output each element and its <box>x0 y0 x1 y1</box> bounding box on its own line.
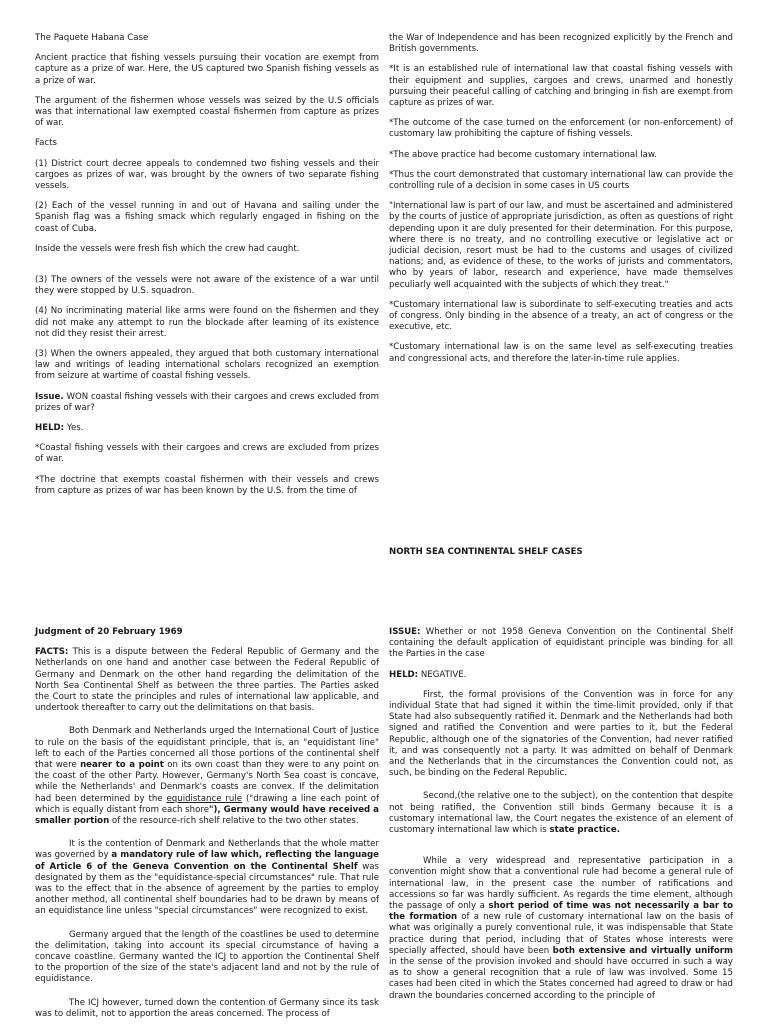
north-sea-right-column <box>389 627 733 1011</box>
issue-paragraph <box>389 627 733 661</box>
case-title: The Paquete Habana Case <box>35 33 149 43</box>
held-label: HELD: <box>389 669 419 680</box>
second-reason-paragraph <box>389 791 733 836</box>
intro-paragraph-2: The argument of the fishermen whose vessels was seized by the U.S officials was that international law exempted coastal fishermen from capture as prizes of war. <box>35 95 379 129</box>
mandatory-rule-text: a mandatory rule of law which, reflecting the language of Article 6 of the Geneva Convention on the Continental Shelf <box>35 850 379 872</box>
equidistant-text-a: Both Denmark and Netherlands urged the International Court of Justice to rule on the basis of the equidistant principle, that is, an "equidistant line" left to each of the Parties concerned all those portions of the continental shelf that were <box>35 726 379 771</box>
ruling-point-5: *Customary international law is subordinate to self-executing treaties and acts of congress. Only binding in the absence of a treaty, an act of congress or the executive, etc. <box>389 299 733 333</box>
short-period-text: short period of time was not necessarily a bar to the formation <box>389 901 733 923</box>
continuation-paragraph: the War of Independence and has been recognized explicitly by the French and British governments. <box>389 33 733 55</box>
participation-text-e: in the sense of the provision invoked and should have occurred in such a way as to show a general recognition that a rule of law was involved. Some 15 cases had been cited in which the States concerned had agreed to draw or had drawn the boundaries concerned according to the principle of <box>389 957 733 1001</box>
paquete-habana-right-column <box>389 33 733 374</box>
ruling-point-2: *The outcome of the case turned on the enforcement (or non-enforcement) of customary law prohibiting the capture of fishing vessels. <box>389 118 733 140</box>
ruling-point-6: *Customary international law is on the same level as self-executing treaties and congressional acts, and therefore the later-in-time rule applies. <box>389 342 733 364</box>
equidistant-text-g: of the resource-rich shelf relative to the two other states. <box>109 816 359 827</box>
second-reason-text: Second,(the relative one to the subject), on the contention that despite not being ratified, the Convention still binds Germany because it is a customary international law, the Court negates the existence of an element of customary international law which is <box>389 791 733 836</box>
held-point-1: *Coastal fishing vessels with their cargoes and crews are excluded from prizes of war. <box>35 443 379 465</box>
equidistant-paragraph <box>35 726 379 827</box>
participation-paragraph <box>389 856 733 1002</box>
issue-paragraph <box>35 392 379 414</box>
extensive-uniform-text: both extensive and virtually uniform <box>552 945 733 956</box>
court-quote: "International law is part of our law, and must be ascertained and administered by the courts of justice of appropriate jurisdiction, as often as questions of right depending upon it are duly presented for their determination. For this purpose, where there is no treaty, and no controlling executive or legislative act or judicial decision, resort must be had to the customs and usages of civilized nations; and, as evidence of these, to the works of jurists and commentators, who by years of labor, research and experience, have made themselves peculiarly well acquainted with the subjects of which they treat." <box>389 201 733 290</box>
intro-paragraph-1: Ancient practice that fishing vessels pursuing their vocation are exempt from capture as a prize of war. Here, the US captured two Spanish fishing vessels as a prize of war. <box>35 53 379 86</box>
held-point-2: *The doctrine that exempts coastal fishermen with their vessels and crews from capture as prizes of war has been known by the U.S. from the time of <box>35 474 379 496</box>
fact-3: (3) The owners of the vessels were not aware of the existence of a war until they were stopped by U.S. squadron. <box>35 275 379 297</box>
issue-label: Issue. <box>35 391 64 402</box>
north-sea-left-column <box>35 627 379 1029</box>
held-paragraph <box>35 423 379 434</box>
paquete-habana-left-column <box>35 33 379 506</box>
equidistant-text-c: on its own coast than they were to any point on the coast of the other Party. However, Germany's North Sea coast is concave, while the Netherlands' and Denmark's coasts are convex. If the delimitation had been determined by the <box>35 760 379 804</box>
equidistance-rule-text: equidistance rule <box>166 793 243 804</box>
ruling-point-3: *The above practice had become customary international law. <box>389 149 657 160</box>
contention-text-a: It is the contention of Denmark and Netherlands that the whole matter was governed by <box>35 839 379 861</box>
icj-paragraph: The ICJ however, turned down the contention of Germany since its task was to delimit, not to apportion the areas concerned. The process of <box>35 997 379 1019</box>
fact-1: (1) District court decree appeals to condemned two fishing vessels and their cargoes as prizes of war, was brought by the owners of two separate fishing vessels. <box>35 158 379 192</box>
smaller-portion-text: "), Germany would have received a smaller portion <box>35 804 379 827</box>
contention-paragraph <box>35 839 379 917</box>
ruling-point-4: *Thus the court demonstrated that customary international law can provide the controlling rule of a decision in some cases in US courts <box>389 169 733 192</box>
held-paragraph <box>389 670 733 681</box>
held-label: HELD: <box>35 423 65 434</box>
fact-5: (3) When the owners appealed, they argued that both customary international law and writings of leading international scholars recognized an exemption from seizure at wartime of coastal fishing vessels. <box>35 349 379 382</box>
facts-text: This is a dispute between the Federal Republic of Germany and the Netherlands on one hand and another case between the Federal Republic of Germany and Denmark on the other hand regarding the delimitation of the North Sea Continental Shelf as between the three parties. The Parties asked the Court to state the principles and rules of international law applicable, and undertook thereafter to carry out the delimitations on that basis. <box>35 647 379 714</box>
fact-4: (4) No incriminating material like arms were found on the fishermen and they did not make any attempt to run the blockade after learning of its existence not did they resist their arrest. <box>35 306 379 339</box>
ruling-point-1: *It is an established rule of international law that coastal fishing vessels with their equipment and supplies, cargoes and crews, unarmed and honestly pursuing their peaceful calling of catching and bringing in fish are exempt from capture as prizes of war. <box>389 64 733 109</box>
issue-text: Whether or not 1958 Geneva Convention on the Continental Shelf containing the default application of equidistant principle was binding for all the Parties in the case <box>389 627 733 660</box>
first-reason-paragraph: First, the formal provisions of the Convention was in force for any individual State that had signed it within the time-limit provided, only if that State had also subsequently ratified it. Denmark and the Netherlands had both signed and ratified the Convention and were parties to it, but the Federal Republic, although one of the signatories of the Convention, had never ratified it, and was consequently not a party. It was admitted on behalf of Denmark and the Netherlands that in the circumstances the Convention could not, as such, be binding on the Federal Republic. <box>389 689 733 779</box>
held-text: Yes. <box>64 423 84 434</box>
contention-text-c: was designated by them as the "equidistance-special circumstances" rule. That rule was to the effect that in the absence of agreement by the parties to employ another method, all continental shelf boundaries had to be drawn by means of an equidistance line unless "special circumstances" were recognized to exist. <box>35 861 379 917</box>
judgment-date: Judgment of 20 February 1969 <box>35 627 183 637</box>
facts-label: FACTS: <box>35 647 69 658</box>
state-practice-text: state practice. <box>549 825 620 836</box>
participation-text-a: While a very widespread and representative participation in a convention might show that a conventional rule had become a general rule of international law, in the present case the number of ratifications and accessions so far was hardly sufficient. As regards the time element, although the passage of only a <box>389 856 733 912</box>
nearer-point-text: nearer to a point <box>80 760 164 771</box>
fact-2: (2) Each of the vessel running in and out of Havana and sailing under the Spanish flag was a fishing smack which regularly engaged in fishing on the coast of Cuba. <box>35 201 379 234</box>
equidistant-text-e: ("drawing a line each point of which is equally distant from each shore <box>35 793 379 815</box>
issue-text: WON coastal fishing vessels with their cargoes and crews excluded from prizes of war? <box>35 391 379 413</box>
issue-label: ISSUE: <box>389 627 421 637</box>
germany-argument-paragraph: Germany argued that the length of the coastlines be used to determine the delimitation, taking into account its special circumstance of having a concave coastline. Germany wanted the ICJ to apportion the Continental Shelf to the proportion of the size of the state's adjacent land and not by the rule of equidistance. <box>35 929 379 985</box>
facts-label: Facts <box>35 138 57 149</box>
participation-text-c: of a new rule of customary international law on the basis of what was originally a purely conventional rule, it was indispensable that State practice during that period, including that of States whose interests were specially affected, should have been <box>389 912 733 956</box>
facts-paragraph <box>35 647 379 714</box>
fact-2b: Inside the vessels were fresh fish which the crew had caught. <box>35 243 300 254</box>
north-sea-heading: NORTH SEA CONTINENTAL SHELF CASES <box>389 547 583 557</box>
held-text: NEGATIVE. <box>418 669 467 680</box>
